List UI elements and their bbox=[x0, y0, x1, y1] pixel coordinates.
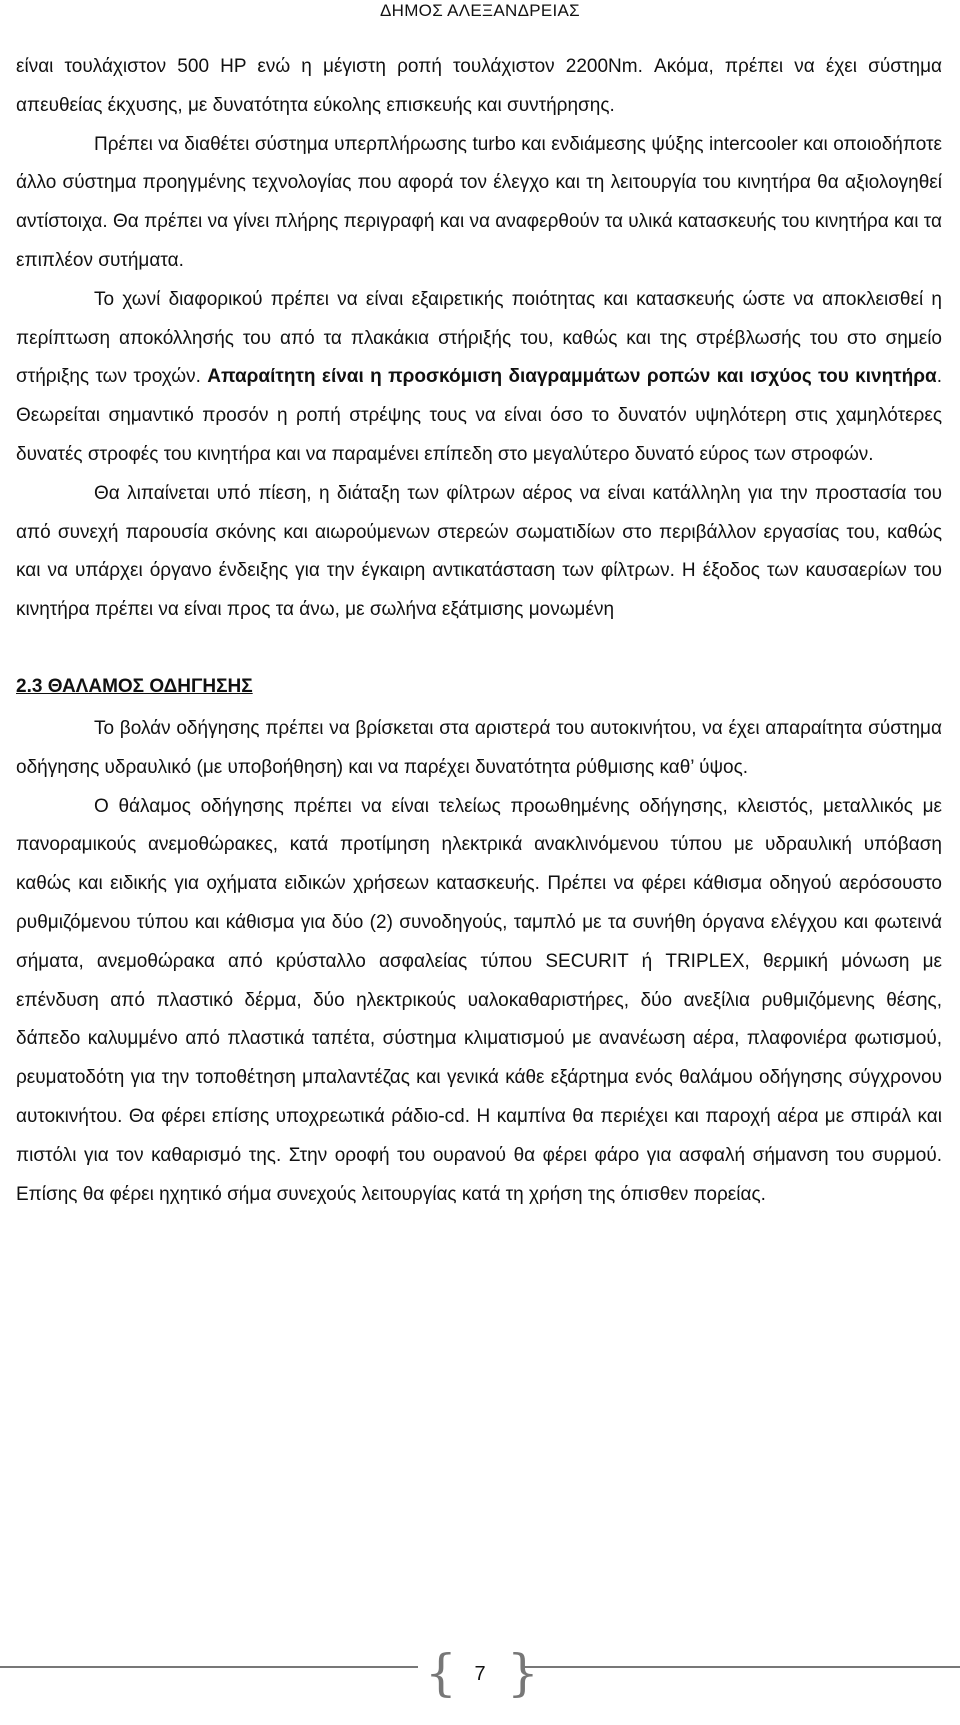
paragraph-differential bbox=[16, 281, 942, 475]
paragraph-driver-cabin: Ο θάλαμος οδήγησης πρέπει να είναι τελείως προωθημένης οδήγησης, κλειστός, μεταλλικός με πανοραμικούς ανεμοθώρακες, κατά προτίμηση ηλεκτρικά ανακλινόμενου τύπου με υδραυλική υπόβαση καθώς και ειδικής για οχήματα ειδικών χρήσεων κατασκευής. Πρέπει να φέρει κάθισμα οδηγού αερόσουστο ρυθμιζόμενου τύπου και κάθισμα για δύο (2) συνοδηγούς, ταμπλό με τα συνήθη όργανα ελέγχου και φωτεινά σήματα, ανεμοθώρακα από κρύσταλλο ασφαλείας τύπου SECURIT ή TRIPLEX, θερμική μόνωση με επένδυση από πλαστικό δέρμα, δύο ηλεκτρικούς υαλοκαθαριστήρες, δύο ανεξίλια ρυθμιζόμενης θέσης, δάπεδο καλυμμένο από πλαστικά ταπέτα, σύστημα κλιματισμού με ανανέωση αέρα, πλαφονιέρα φωτισμού, ρευματοδότη για την τοποθέτηση μπαλαντέζας και γενικά κάθε εξάρτημα ενός θαλάμου οδήγησης σύγχρονου αυτοκινήτου. Θα φέρει επίσης υποχρεωτικά ράδιο-cd. Η καμπίνα θα περιέχει και παροχή αέρα με σπιράλ και πιστόλι για τον καθαρισμό της. Στην οροφή του ουρανού θα φέρει φάρο για ασφαλή σήμανση του συρμού. Επίσης θα φέρει ηχητικό σήμα συνεχούς λειτουργίας κατά τη χρήση της όπισθεν πορείας. bbox=[16, 795, 942, 1205]
page-header: ΔΗΜΟΣ ΑΛΕΞΑΝΔΡΕΙΑΣ bbox=[379, 1, 580, 20]
paragraph-steering-wheel: Το βολάν οδήγησης πρέπει να βρίσκεται στα αριστερά του αυτοκινήτου, να έχει απαραίτητα σύστημα οδήγησης υδραυλικό (με υποβοήθηση) και να παρέχει δυνατότητα ρύθμισης καθ’ ύψος. bbox=[16, 717, 942, 778]
right-brace-ornament: } bbox=[507, 1644, 539, 1702]
differential-text-start: Το χωνί διαφορικού πρέπει να είναι εξαιρετικής ποιότητας και κατασκευής ώστε να αποκλεισθεί η περίπτωση αποκόλλησής του από τα πλακάκια στήριξής του, καθώς και της στρέβλωσής του στο σημείο στήριξης των τροχών. bbox=[16, 288, 942, 388]
paragraph-lubrication-filters: Θα λιπαίνεται υπό πίεση, η διάταξη των φίλτρων αέρος να είναι κατάλληλη για την προστασία του από συνεχή παρουσία σκόνης και αιωρούμενων στερεών σωματιδίων στο περιβάλλον εργασίας του, καθώς και να υπάρχει όργανο ένδειξης για την έγκαιρη αντικατάσταση των φίλτρων. Η έξοδος των καυσαερίων του κινητήρα πρέπει να είναι προς τα άνω, με σωλήνα εξάτμισης μονωμένη bbox=[16, 482, 942, 621]
differential-text-end: . Θεωρείται σημαντικό προσόν η ροπή στρέψης τους να είναι όσο το δυνατόν υψηλότερη στις χαμηλότερες δυνατές στροφές του κινητήρα και να παραμένει επίπεδη στο μεγαλύτερο δυνατό εύρος των στροφών. bbox=[16, 366, 942, 465]
footer-rule-right bbox=[522, 1666, 960, 1668]
document-body bbox=[16, 48, 942, 1214]
paragraph-turbo-intercooler: Πρέπει να διαθέτει σύστημα υπερπλήρωσης turbo και ενδιάμεσης ψύξης intercooler και οποιοδήποτε άλλο σύστημα προηγμένης τεχνολογίας που αφορά τον έλεγχο και τη λειτουργία του κινητήρα θα αξιολογηθεί αντίστοιχα. Θα πρέπει να γίνει πλήρης περιγραφή και να αναφερθούν τα υλικά κατασκευής του κινητήρα και τα επιπλέον συτήματα. bbox=[16, 133, 942, 271]
left-brace-ornament: { bbox=[425, 1644, 457, 1702]
page-number: 7 bbox=[474, 1663, 486, 1685]
footer-rule-left bbox=[0, 1666, 418, 1668]
required-diagrams-note: Απαραίτητη είναι η προσκόμιση διαγραμμάτων ροπών και ισχύος του κινητήρα bbox=[207, 366, 937, 388]
section-title: 2.3 ΘΑΛΑΜΟΣ ΟΔΗΓΗΣΗΣ bbox=[16, 675, 253, 697]
page-footer bbox=[0, 1644, 960, 1704]
paragraph-engine-power: είναι τουλάχιστον 500 HP ενώ η μέγιστη ροπή τουλάχιστον 2200Nm. Ακόμα, πρέπει να έχει σύστημα απευθείας έκχυσης, με δυνατότητα εύκολης επισκευής και συντήρησης. bbox=[16, 56, 942, 116]
